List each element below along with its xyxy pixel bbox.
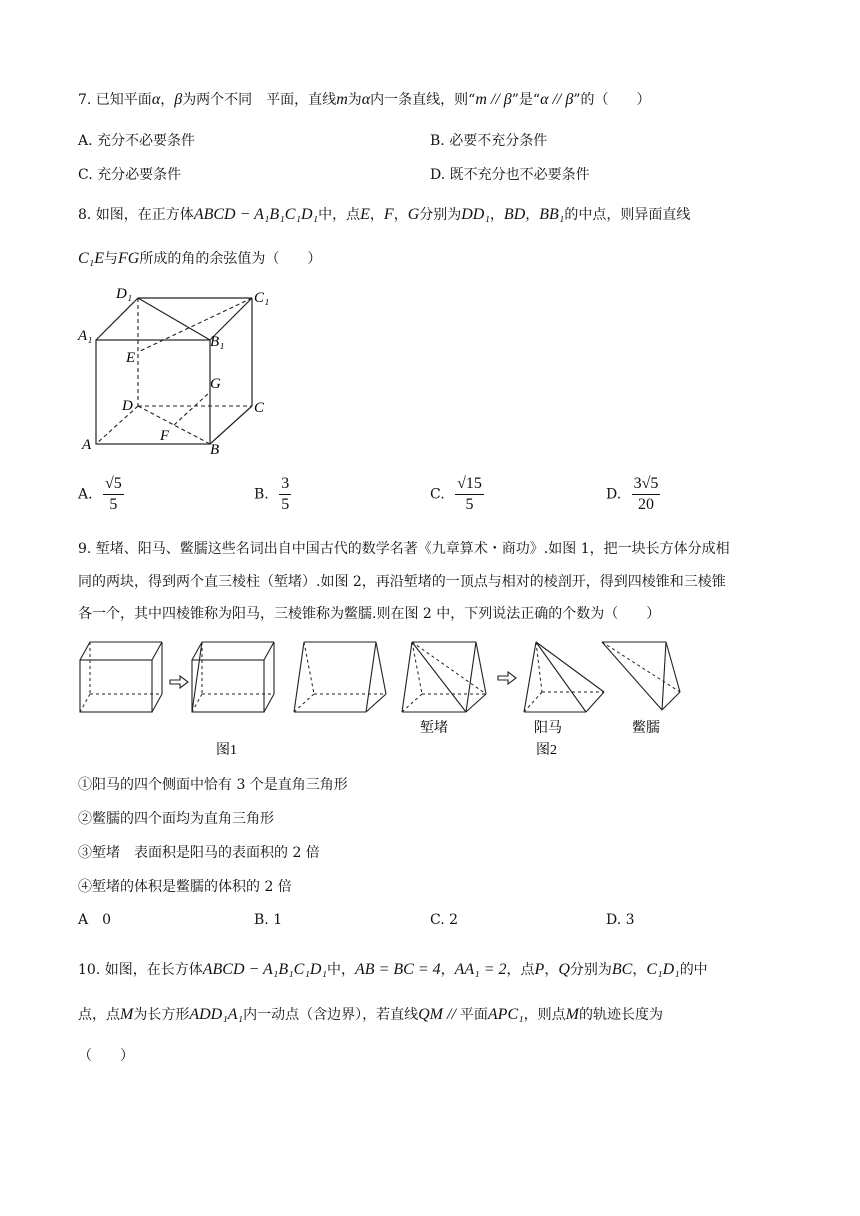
- label-B1: B₁: [210, 334, 225, 350]
- q9-option-c: C. 2: [430, 912, 459, 928]
- q7-option-a: A. 充分不必要条件: [78, 133, 196, 149]
- q9-option-d: D. 3: [606, 912, 635, 928]
- label-bienao: 鳖臑: [632, 721, 660, 736]
- q8-stem-line1: 8. 如图，在正方体ABCD − A₁B₁C₁D₁中，点E，F，G分别为DD₁，BD，BB₁的中点，则异面直线: [78, 206, 691, 223]
- label-fig1: 图1: [216, 743, 237, 758]
- label-C: C: [254, 400, 265, 416]
- q7-stem: 7. 已知平面α，β为两个不同 平面，直线m为α内一条直线，则“m // β”是“α // β”的（ ）: [78, 91, 651, 108]
- label-C1: C₁: [254, 290, 270, 306]
- q7-option-d: D. 既不充分也不必要条件: [430, 167, 590, 183]
- q9-option-b: B. 1: [254, 912, 283, 928]
- label-D: D: [122, 398, 133, 414]
- q7-option-b: B. 必要不充分条件: [430, 133, 548, 149]
- label-A1: A₁: [78, 328, 93, 344]
- q9-stem-line3: 各一个，其中四棱锥称为阳马，三棱锥称为鳖臑.则在图 2 中，下列说法正确的个数为（ ）: [78, 606, 661, 622]
- q10-stem-line2: 点，点M为长方形ADD₁A₁内一动点（含边界），若直线QM // 平面APC₁，则点M的轨迹长度为: [78, 1006, 663, 1023]
- q10-stem-line1: 10. 如图，在长方体ABCD − A₁B₁C₁D₁中，AB = BC = 4，AA₁ = 2，点P，Q分别为BC，C₁D₁的中: [78, 961, 708, 978]
- q10-stem-line3: （ ）: [78, 1048, 134, 1064]
- q8-option-d: D. $\frac{3√5}{20}$: [606, 475, 659, 513]
- label-A: A: [82, 437, 92, 453]
- q7-option-c: C. 充分必要条件: [78, 167, 182, 183]
- label-D1: D₁: [116, 286, 133, 302]
- q9-statement-4: ④堑堵的体积是鳖臑的体积的 2 倍: [78, 879, 292, 895]
- q8-option-a: A. $\frac{√5}{5}$: [78, 475, 122, 513]
- label-F: F: [160, 428, 170, 444]
- q8-stem-line2: C₁E与FG所成的角的余弦值为（ ）: [78, 250, 322, 267]
- q9-stem-line1: 9. 堑堵、阳马、鳖臑这些名词出自中国古代的数学名著《九章算术・商功》.如图 1，把一块长方体分成相: [78, 541, 730, 557]
- q9-statement-1: ①阳马的四个侧面中恰有 3 个是直角三角形: [78, 777, 348, 793]
- cube-figure: [74, 284, 284, 460]
- label-E: E: [126, 350, 136, 366]
- q9-statement-3: ③堑堵 表面积是阳马的表面积的 2 倍: [78, 845, 320, 861]
- q8-option-c: C. $\frac{√15}{5}$: [430, 475, 482, 513]
- label-fig2: 图2: [536, 743, 557, 758]
- q9-statement-2: ②鳖臑的四个面均为直角三角形: [78, 811, 274, 827]
- label-B: B: [210, 442, 220, 458]
- q8-option-b: B. $\frac{3}{5}$: [254, 475, 290, 513]
- q9-option-a: A 0: [78, 912, 112, 928]
- label-G: G: [210, 376, 221, 392]
- q9-stem-line2: 同的两块，得到两个直三棱柱（堑堵）.如图 2，再沿堑堵的一顶点与相对的棱剖开，得到四棱锥和三棱锥: [78, 574, 726, 590]
- label-yangma: 阳马: [534, 721, 562, 736]
- q9-figures: [76, 634, 686, 760]
- label-qiandu: 堑堵: [420, 721, 448, 736]
